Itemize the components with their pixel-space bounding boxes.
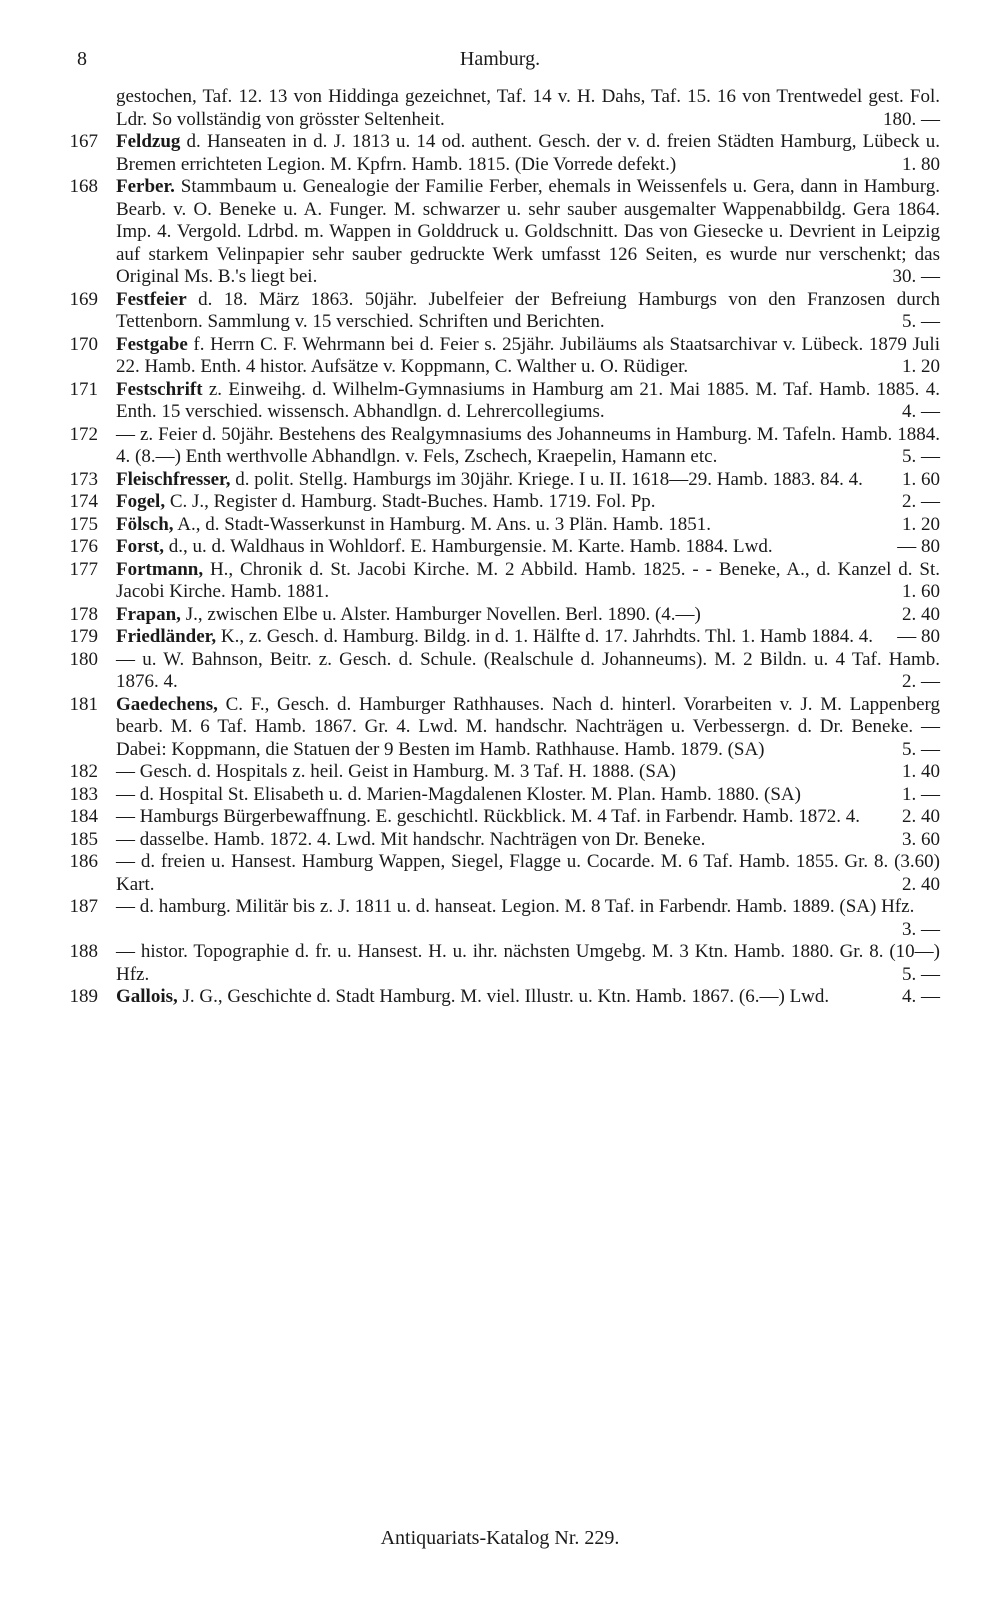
catalog-entry [60, 604, 940, 627]
entry-price: 5. — [902, 446, 940, 467]
entry-price: — 80 [897, 626, 940, 647]
entry-text: f. Herrn C. F. Wehrmann bei d. Feier s. 25jähr. Jubiläums als Staatsarchivar v. Lübeck. 1879 Juli 22. Hamb. Enth. 4 histor. Aufsätze v. Koppmann, C. Walther u. O. Rüdiger. [116, 333, 940, 377]
entry-number: 180 [69, 648, 98, 670]
entry-number: 179 [69, 626, 98, 647]
entry-number: 167 [69, 131, 98, 152]
catalog-entry [60, 176, 940, 289]
entry-number: 168 [69, 176, 98, 197]
entry-body [116, 469, 940, 492]
entry-heading: Frapan, [116, 603, 181, 625]
entry-price: 2. 40 [902, 603, 940, 625]
entry-text: K., z. Gesch. d. Hamburg. Bildg. in d. 1. Hälfte d. 17. Jahrhdts. Thl. 1. Hamb 1884. 4. [216, 626, 873, 647]
entry-price: 5. — [902, 311, 940, 332]
entry-text: d. Hanseaten in d. J. 1813 u. 14 od. authent. Gesch. der v. d. freien Städten Hamburg, Lübeck u. Bremen errichteten Legion. M. Kpfrn. Hamb. 1815. (Die Vorrede defekt.) [116, 131, 940, 175]
entry-body [116, 536, 940, 559]
entry-heading: Gaedechens, [116, 693, 218, 715]
entry-text: d. 18. März 1863. 50jähr. Jubelfeier der Befreiung Hamburgs von den Franzosen durch Tettenborn. Sammlung v. 15 verschied. Schriften und Berichten. [116, 288, 940, 332]
entry-text: — Hamburgs Bürgerbewaffnung. E. geschichtl. Rückblick. M. 4 Taf. in Farbendr. Hamb. 1872. 4. [116, 806, 860, 827]
entry-heading: Forst, [116, 536, 165, 557]
entry-body [116, 514, 940, 537]
entry-body [116, 896, 940, 940]
catalog-entry [60, 379, 940, 424]
catalog-entry [60, 536, 940, 559]
entry-text: C. J., Register d. Hamburg. Stadt-Buches. Hamb. 1719. Fol. Pp. [165, 491, 656, 512]
entry-body [116, 559, 940, 604]
catalog-entry [60, 649, 940, 694]
entry-text: d. polit. Stellg. Hamburgs im 30jähr. Kriege. I u. II. 1618—29. Hamb. 1883. 84. 4. [230, 468, 863, 490]
catalog-entry [60, 896, 940, 941]
page-header [0, 48, 1000, 80]
entry-price: 1. 40 [902, 761, 940, 782]
entry-number: 183 [69, 783, 98, 805]
entry-price: 180. — [883, 108, 940, 130]
catalog-entry [60, 469, 940, 492]
entry-body [116, 176, 940, 289]
entry-body [116, 491, 940, 514]
entry-text: J. G., Geschichte d. Stadt Hamburg. M. viel. Illustr. u. Ktn. Hamb. 1867. (6.—) Lwd. [177, 986, 830, 1007]
entry-body [116, 379, 940, 424]
catalog-entry [60, 986, 940, 1009]
entry-price: 1. 20 [902, 513, 940, 535]
entry-price: 1. — [902, 783, 940, 805]
entry-body [116, 334, 940, 379]
page-number: 8 [77, 48, 87, 70]
entry-price: 1. 60 [902, 468, 940, 490]
entry-text: — d. hamburg. Militär bis z. J. 1811 u. d. hanseat. Legion. M. 8 Taf. in Farbendr. Hamb. 1889. (SA) Hfz. [116, 896, 915, 917]
entry-text: C. F., Gesch. d. Hamburger Rathhauses. Nach d. hinterl. Vorarbeiten v. J. M. Lappenberg bearb. M. 6 Taf. Hamb. 1867. Gr. 4. Lwd. M. handschr. Nachträgen u. Verbessergn. d. Dr. Beneke. — Dabei: Koppmann, die Statuen der 9 Besten im Hamb. Rathhause. Hamb. 1879. (SA) [116, 693, 940, 760]
entry-number: 175 [69, 513, 98, 535]
entry-price: 3. — [902, 918, 940, 940]
entry-price: 2. — [902, 491, 940, 512]
entry-price: 2. 40 [902, 806, 940, 827]
entry-price: 4. — [902, 401, 940, 422]
entry-number: 178 [69, 603, 98, 625]
entry-heading: Fogel, [116, 491, 166, 512]
catalog-entry [60, 491, 940, 514]
entry-heading: Gallois, [116, 986, 178, 1007]
entry-number: 171 [69, 378, 98, 400]
entry-number: 186 [69, 851, 98, 872]
entry-heading: Friedländer, [116, 626, 217, 647]
page-footer: Antiquariats-Katalog Nr. 229. [380, 1527, 620, 1549]
catalog-list [60, 86, 940, 1009]
entry-body [116, 649, 940, 694]
entry-number: 187 [69, 896, 98, 917]
catalog-entry [60, 131, 940, 176]
catalog-entry [60, 851, 940, 896]
entry-heading: Ferber. [116, 176, 175, 197]
entry-heading: Fleischfresser, [116, 468, 231, 490]
entry-body [116, 289, 940, 334]
entry-number: 169 [69, 288, 98, 310]
entry-text: gestochen, Taf. 12. 13 von Hiddinga gezeichnet, Taf. 14 v. H. Dahs, Taf. 15. 16 von Trentwedel gest. Fol. Ldr. So vollständig von grösster Seltenheit. [116, 86, 940, 130]
entry-body [116, 626, 940, 649]
catalog-entry [60, 626, 940, 649]
entry-body [116, 806, 940, 829]
entry-price: 3. 60 [902, 828, 940, 850]
entry-price: 2. — [902, 671, 940, 692]
entry-price: 5. — [902, 963, 940, 985]
catalog-entry [60, 806, 940, 829]
entry-price: 1. 80 [902, 153, 940, 175]
entry-body [116, 941, 940, 986]
running-title: Hamburg. [459, 48, 541, 70]
entry-heading: Festgabe [116, 333, 188, 355]
entry-price: 5. — [902, 738, 940, 760]
entry-number: 188 [69, 941, 98, 962]
entry-body [116, 761, 940, 784]
entry-text: — d. Hospital St. Elisabeth u. d. Marien-Magdalenen Kloster. M. Plan. Hamb. 1880. (SA) [116, 783, 801, 805]
catalog-entry [60, 784, 940, 807]
catalog-entry [60, 941, 940, 986]
catalog-entry [60, 761, 940, 784]
entry-text: — histor. Topographie d. fr. u. Hansest. H. u. ihr. nächsten Umgebg. M. 3 Ktn. Hamb. 1880. Gr. 8. (10—) Hfz. [116, 941, 940, 985]
entry-heading: Fölsch, [116, 513, 174, 535]
entry-body [116, 131, 940, 176]
entry-text: z. Einweihg. d. Wilhelm-Gymnasiums in Hamburg am 21. Mai 1885. M. Taf. Hamb. 1885. 4. Enth. 15 verschied. wissensch. Abhandlgn. d. Lehrercollegiums. [116, 378, 940, 422]
entry-text: J., zwischen Elbe u. Alster. Hamburger Novellen. Berl. 1890. (4.—) [180, 603, 701, 625]
entry-heading: Fortmann, [116, 558, 204, 580]
entry-price: 1. 20 [902, 356, 940, 377]
entry-number: 174 [69, 491, 98, 512]
entry-body [116, 86, 940, 131]
entry-number: 173 [69, 468, 98, 490]
entry-price: 4. — [902, 986, 940, 1007]
entry-body [116, 784, 940, 807]
catalog-entry [60, 559, 940, 604]
entry-text: — u. W. Bahnson, Beitr. z. Gesch. d. Schule. (Realschule d. Johanneums). M. 2 Bildn. u. 4 Taf. Hamb. 1876. 4. [116, 648, 940, 692]
entry-number: 172 [69, 423, 98, 445]
entry-text: H., Chronik d. St. Jacobi Kirche. M. 2 Abbild. Hamb. 1825. - - Beneke, A., d. Kanzel d. St. Jacobi Kirche. Hamb. 1881. [116, 558, 940, 602]
entry-text: — d. freien u. Hansest. Hamburg Wappen, Siegel, Flagge u. Cocarde. M. 6 Taf. Hamb. 1855. Gr. 8. (3.60) Kart. [116, 851, 940, 895]
entry-heading: Festfeier [116, 288, 187, 310]
entry-body [116, 424, 940, 469]
entry-text: — Gesch. d. Hospitals z. heil. Geist in Hamburg. M. 3 Taf. H. 1888. (SA) [116, 761, 676, 782]
entry-price: — 80 [897, 536, 940, 557]
entry-price: 2. 40 [902, 873, 940, 895]
entry-number: 176 [69, 536, 98, 557]
entry-body [116, 986, 940, 1009]
entry-text: d., u. d. Waldhaus in Wohldorf. E. Hamburgensie. M. Karte. Hamb. 1884. Lwd. [164, 536, 773, 557]
catalog-entry [60, 289, 940, 334]
entry-text: — dasselbe. Hamb. 1872. 4. Lwd. Mit handschr. Nachträgen von Dr. Beneke. [116, 828, 706, 850]
catalog-entry [60, 86, 940, 131]
entry-text: Stammbaum u. Genealogie der Familie Ferber, ehemals in Weissenfels u. Gera, dann in Hamburg. Bearb. v. O. Beneke u. A. Funger. M. schwarzer u. sehr sauber ausgemalter Wappenabbildg. Gera 1864. Imp. 4. Vergold. Ldrbd. m. Wappen in Golddruck u. Goldschnitt. Das von Giesecke u. Devrient in Leipzig auf starkem Velinpapier sehr sauber gedruckte Werk umfasst 126 Seiten, es wurde nur verschenkt; das Original Ms. B.'s liegt bei. [116, 176, 940, 287]
entry-number: 184 [69, 806, 98, 827]
entry-number: 189 [69, 986, 98, 1007]
catalog-entry [60, 514, 940, 537]
entry-price: 1. 60 [902, 581, 940, 602]
entry-body [116, 829, 940, 852]
entry-number: 182 [69, 761, 98, 782]
catalog-entry [60, 334, 940, 379]
catalog-entry [60, 829, 940, 852]
entry-number: 185 [69, 828, 98, 850]
entry-body [116, 851, 940, 896]
catalog-entry [60, 424, 940, 469]
entry-text: — z. Feier d. 50jähr. Bestehens des Realgymnasiums des Johanneums in Hamburg. M. Tafeln. Hamb. 1884. 4. (8.—) Enth werthvolle Abhandlgn. v. Fels, Zschech, Kraepelin, Hamann etc. [116, 423, 940, 467]
entry-body [116, 604, 940, 627]
entry-number: 177 [69, 558, 98, 580]
catalog-entry [60, 694, 940, 762]
entry-text: A., d. Stadt-Wasserkunst in Hamburg. M. Ans. u. 3 Plän. Hamb. 1851. [173, 513, 712, 535]
entry-heading: Feldzug [116, 131, 181, 152]
entry-heading: Festschrift [116, 378, 203, 400]
entry-number: 181 [69, 693, 98, 715]
entry-body [116, 694, 940, 762]
entry-price: 30. — [892, 266, 940, 287]
entry-number: 170 [69, 333, 98, 355]
